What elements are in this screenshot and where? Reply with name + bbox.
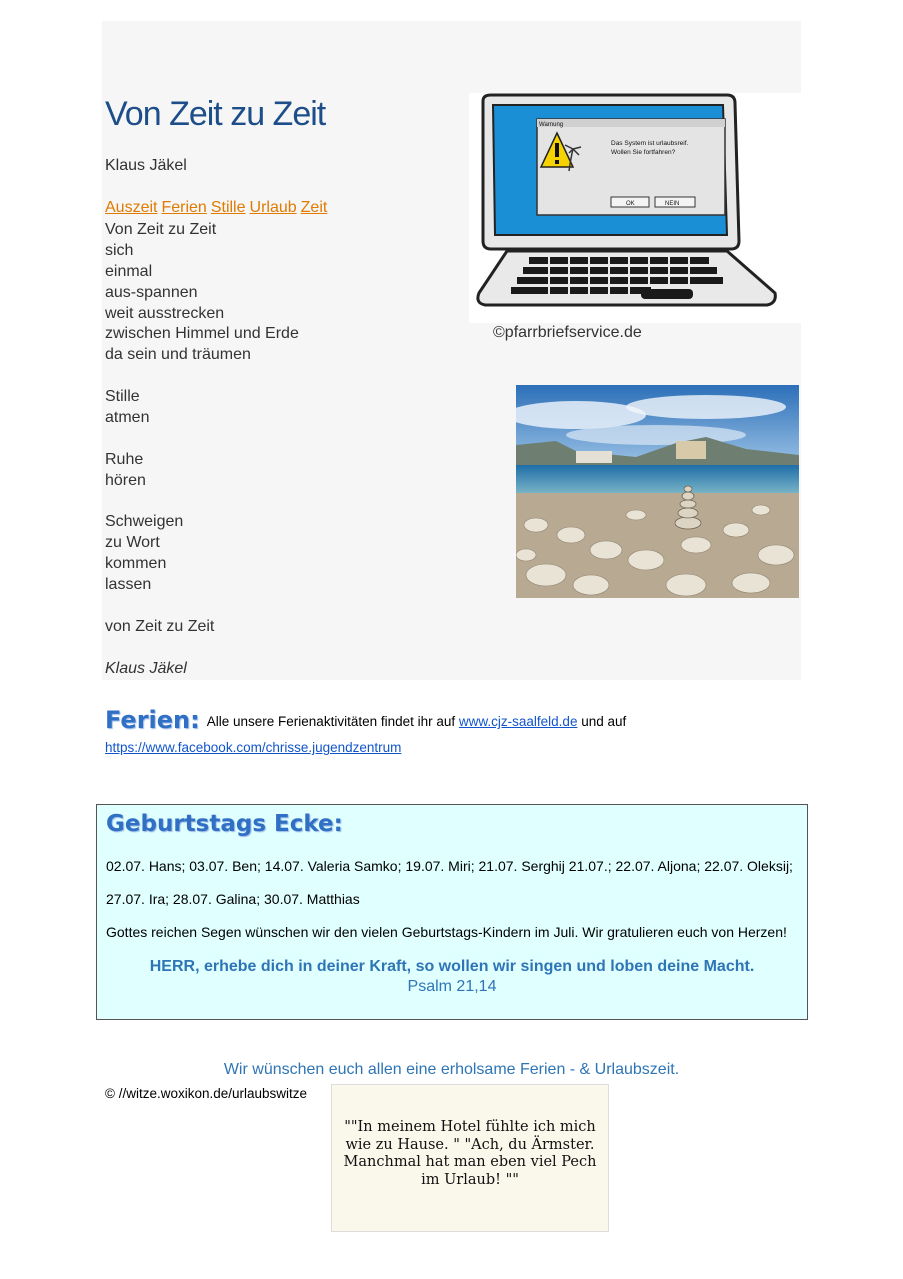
poem-line <box>105 492 299 513</box>
dialog-message-2: Wollen Sie fortfahren? <box>611 149 676 156</box>
bible-verse: HERR, erhebe dich in deiner Kraft, so wollen wir singen und loben deine Macht. <box>149 958 755 975</box>
poem-line: zwischen Himmel und Erde <box>105 325 299 343</box>
dialog-no-button: NEIN <box>665 201 680 207</box>
poem-line: aus-spannen <box>105 283 198 301</box>
tag-link[interactable]: Stille <box>210 199 246 216</box>
article-author: Klaus Jäkel <box>105 157 187 174</box>
dialog-title: Warnung <box>539 122 564 128</box>
cjz-website-link[interactable]: www.cjz-saalfeld.de <box>458 714 578 729</box>
poem <box>105 220 299 680</box>
beach-image <box>516 385 799 598</box>
poem-line: atmen <box>105 409 150 427</box>
holiday-wish: Wir wünschen euch allen eine erholsame Ferien - & Urlaubszeit. <box>223 1061 680 1078</box>
facebook-link[interactable]: https://www.facebook.com/chrisse.jugendzentrum <box>105 740 402 755</box>
birthday-blessing: Gottes reichen Segen wünschen wir den vielen Geburtstags-Kindern im Juli. Wir gratulieren euch von Herzen! <box>106 924 787 940</box>
ferien-text: Alle unsere Ferienaktivitäten findet ihr auf <box>206 714 456 729</box>
poem-line <box>105 366 299 387</box>
joke-credit: © //witze.woxikon.de/urlaubswitze <box>105 1086 308 1101</box>
poem-line <box>105 638 299 659</box>
tag-list <box>105 199 331 217</box>
image-credit: ©pfarrbriefservice.de <box>493 324 642 341</box>
poem-line: Stille <box>105 388 140 406</box>
beach-photo <box>516 385 799 598</box>
ferien-heading: Ferien: <box>105 706 200 734</box>
poem-line: einmal <box>105 262 153 280</box>
ferien-line <box>105 706 626 734</box>
poem-line: da sein und träumen <box>105 346 251 364</box>
laptop-icon <box>469 93 801 323</box>
poem-line: von Zeit zu Zeit <box>105 617 215 635</box>
poem-line: lassen <box>105 576 152 594</box>
dialog-ok-button: OK <box>626 201 635 207</box>
birthday-heading: Geburtstags Ecke: <box>106 811 343 837</box>
poem-line: hören <box>105 471 146 489</box>
poem-line: weit ausstrecken <box>105 304 225 322</box>
tag-link[interactable]: Auszeit <box>105 199 158 216</box>
laptop-illustration <box>469 93 801 323</box>
poem-line: kommen <box>105 555 167 573</box>
poem-line <box>105 429 299 450</box>
poem-line <box>105 596 299 617</box>
article-title: Von Zeit zu Zeit <box>105 95 326 133</box>
joke-card <box>331 1084 609 1232</box>
joke-text: ""In meinem Hotel fühlte ich mich wie zu Hause. " "Ach, du Ärmster. Manchmal hat man eben viel Pech im Urlaub! "" <box>343 1119 597 1188</box>
poem-line: Schweigen <box>105 513 184 531</box>
dialog-message-1: Das System ist urlaubsreif. <box>611 140 689 147</box>
tag-link[interactable]: Ferien <box>161 199 207 216</box>
ferien-text-2: und auf <box>581 714 627 729</box>
poem-line: Ruhe <box>105 450 144 468</box>
birthday-list-2: 27.07. Ira; 28.07. Galina; 30.07. Matthias <box>106 891 360 907</box>
poem-signature: Klaus Jäkel <box>105 659 187 677</box>
tag-link[interactable]: Zeit <box>300 199 328 216</box>
birthday-list-1: 02.07. Hans; 03.07. Ben; 14.07. Valeria Samko; 19.07. Miri; 21.07. Serghij 21.07.; 22.07. Aljona; 22.07. Oleksij; <box>106 858 793 874</box>
bible-verse-reference: Psalm 21,14 <box>407 978 497 995</box>
birthday-box <box>96 804 808 1020</box>
poem-line: sich <box>105 241 134 259</box>
poem-line: Von Zeit zu Zeit <box>105 221 217 238</box>
poem-line: zu Wort <box>105 534 160 552</box>
tag-link[interactable]: Urlaub <box>249 199 297 216</box>
